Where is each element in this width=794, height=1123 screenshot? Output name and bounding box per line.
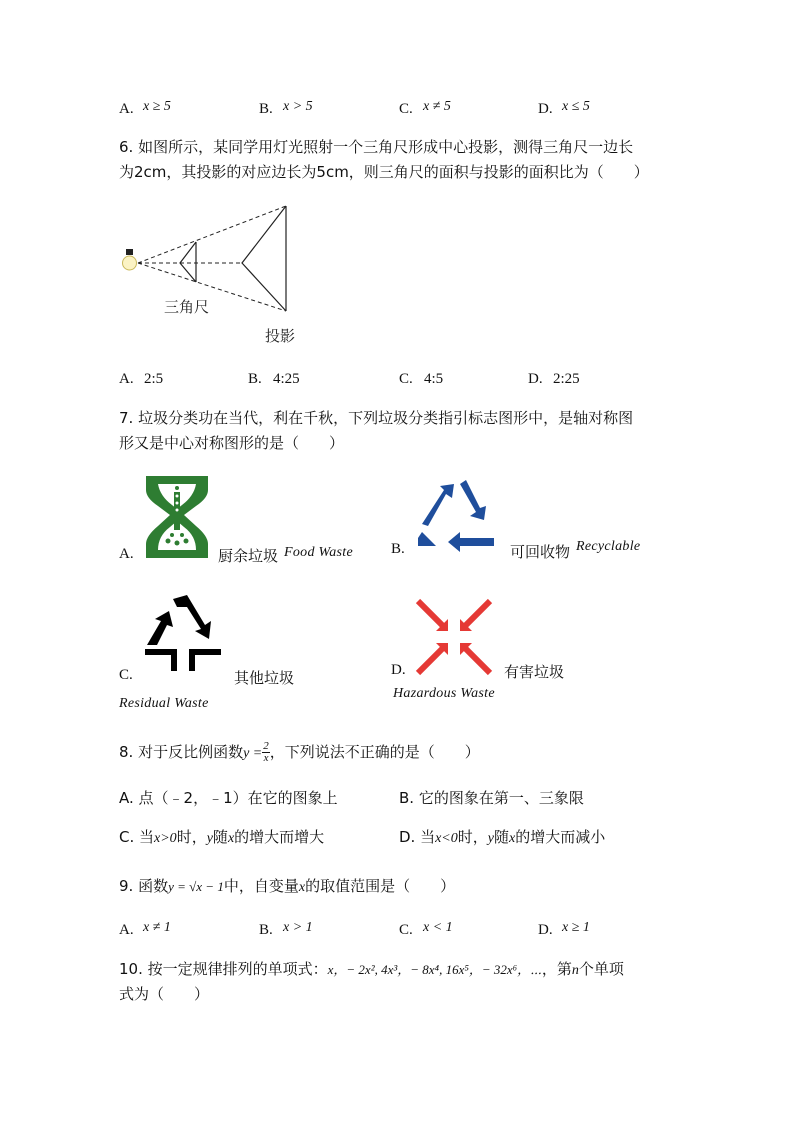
q8-option-c-cond: x>0 bbox=[154, 831, 177, 846]
q6-option-b-letter: B. bbox=[248, 371, 262, 387]
q9-question bbox=[119, 874, 455, 900]
triangle-ruler bbox=[180, 242, 196, 282]
q8-option-d-x: x bbox=[509, 831, 516, 846]
q9-prefix: 9. 函数 bbox=[119, 877, 169, 895]
triangle-shadow bbox=[242, 206, 286, 311]
q7-option-b-cn: 可回收物 bbox=[510, 543, 571, 561]
q6-option-d-letter: D. bbox=[528, 371, 543, 387]
q6-option-d-text: 2:25 bbox=[553, 371, 580, 387]
q10-line1 bbox=[119, 957, 624, 983]
q9-middle: 中，自变量 bbox=[223, 877, 299, 895]
q8-option-a: A. 点（﹣2，﹣1）在它的图象上 bbox=[119, 789, 338, 807]
q6-option-c-letter: C. bbox=[399, 371, 413, 387]
q7-option-d-cn: 有害垃圾 bbox=[504, 663, 565, 681]
q8-suffix: ，下列说法不正确的是（ ） bbox=[269, 743, 480, 761]
q10-prefix: 10. 按一定规律排列的单项式： bbox=[119, 960, 328, 978]
q8-prefix: 8. 对于反比例函数 bbox=[119, 743, 244, 761]
q7-option-b-letter: B. bbox=[391, 541, 405, 557]
q8-option-c-sui: 随 bbox=[212, 828, 228, 846]
q7-line1: 7. 垃圾分类功在当代，利在千秋，下列垃圾分类指引标志图形中，是轴对称图 bbox=[119, 409, 634, 427]
q7-option-b-en: Recyclable bbox=[576, 539, 641, 554]
q10-suffix: ，第 bbox=[541, 960, 572, 978]
q8-option-d-pre: D. 当 bbox=[399, 828, 436, 846]
q10-line2: 式为（ ） bbox=[119, 985, 210, 1003]
q8-question bbox=[119, 740, 480, 766]
q7-option-a-en: Food Waste bbox=[284, 545, 353, 560]
q7-line2: 形又是中心对称图形的是（ ） bbox=[119, 434, 345, 452]
q7-option-c-letter: C. bbox=[119, 667, 133, 683]
q5-option-d-letter: D. bbox=[538, 101, 553, 117]
q5-option-a-expr: x ≥ 5 bbox=[143, 99, 171, 114]
hazardous-waste-icon bbox=[414, 597, 494, 677]
q9-option-c-letter: C. bbox=[399, 922, 413, 938]
light-bulb-icon bbox=[123, 249, 137, 270]
food-waste-icon bbox=[144, 474, 210, 560]
recyclable-icon bbox=[414, 476, 500, 554]
q8-func-lhs: y = bbox=[243, 746, 263, 761]
projection-figure bbox=[118, 200, 318, 350]
q9-option-c-expr: x < 1 bbox=[423, 920, 453, 935]
q8-option-d-sui: 随 bbox=[494, 828, 510, 846]
q10-n: n bbox=[571, 963, 579, 978]
q9-suffix: 的取值范围是（ ） bbox=[305, 877, 456, 895]
q8-option-d-mid: 时， bbox=[457, 828, 488, 846]
q8-func-den: x bbox=[263, 752, 269, 764]
q8-option-c-pre: C. 当 bbox=[119, 828, 155, 846]
q6-line2: 为2cm，其投影的对应边长为5cm，则三角尺的面积与投影的面积比为（ ） bbox=[119, 163, 649, 181]
q7-option-a-cn: 厨余垃圾 bbox=[218, 547, 279, 565]
q7-option-a-letter: A. bbox=[119, 546, 134, 562]
q8-option-c-x: x bbox=[227, 831, 235, 846]
q9-option-a-expr: x ≠ 1 bbox=[143, 920, 171, 935]
q8-option-b: B. 它的图象在第一、三象限 bbox=[399, 789, 584, 807]
q10-suffix2: 个单项 bbox=[578, 960, 624, 978]
q9-option-b-letter: B. bbox=[259, 922, 273, 938]
q6-option-b-text: 4:25 bbox=[273, 371, 300, 387]
q5-option-c-letter: C. bbox=[399, 101, 413, 117]
q8-option-d-y: y bbox=[487, 831, 494, 846]
q8-option-d-cond: x<0 bbox=[435, 831, 458, 846]
q8-option-c-mid: 时， bbox=[176, 828, 207, 846]
q5-option-b-expr: x > 5 bbox=[283, 99, 313, 114]
q5-option-b-letter: B. bbox=[259, 101, 273, 117]
q8-option-c-end: 的增大而增大 bbox=[234, 828, 325, 846]
label-shadow: 投影 bbox=[265, 327, 296, 345]
q9-option-a-letter: A. bbox=[119, 922, 134, 938]
q6-option-a-letter: A. bbox=[119, 371, 134, 387]
q6-option-a-text: 2:5 bbox=[144, 371, 164, 387]
q9-option-b-expr: x > 1 bbox=[283, 920, 313, 935]
q7-option-d-en: Hazardous Waste bbox=[393, 686, 495, 701]
label-ruler: 三角尺 bbox=[164, 298, 210, 316]
q8-option-d bbox=[399, 825, 605, 851]
q7-option-c-en: Residual Waste bbox=[119, 696, 209, 711]
q8-func-fraction bbox=[262, 741, 270, 764]
q10-sequence: x，− 2x², 4x³，− 8x⁴, 16x⁵，− 32x⁶，⋯ bbox=[327, 962, 542, 977]
q8-option-d-end: 的增大而减小 bbox=[515, 828, 606, 846]
residual-waste-icon bbox=[143, 593, 225, 673]
q9-func: y = √x − 1 bbox=[168, 879, 224, 894]
q8-option-c bbox=[119, 825, 324, 851]
q6-line1: 6. 如图所示，某同学用灯光照射一个三角尺形成中心投影，测得三角尺一边长 bbox=[119, 138, 634, 156]
q9-option-d-letter: D. bbox=[538, 922, 553, 938]
q8-func-num: 2 bbox=[263, 740, 269, 752]
q9-option-d-expr: x ≥ 1 bbox=[562, 920, 590, 935]
q7-option-c-cn: 其他垃圾 bbox=[234, 669, 295, 687]
q5-option-d-expr: x ≤ 5 bbox=[562, 99, 590, 114]
q9-var: x bbox=[298, 880, 306, 895]
light-rays bbox=[138, 206, 286, 311]
q7-option-d-letter: D. bbox=[391, 662, 406, 678]
q8-option-c-y: y bbox=[206, 831, 213, 846]
q5-option-c-expr: x ≠ 5 bbox=[423, 99, 451, 114]
q6-option-c-text: 4:5 bbox=[424, 371, 444, 387]
q5-option-a-letter: A. bbox=[119, 101, 134, 117]
